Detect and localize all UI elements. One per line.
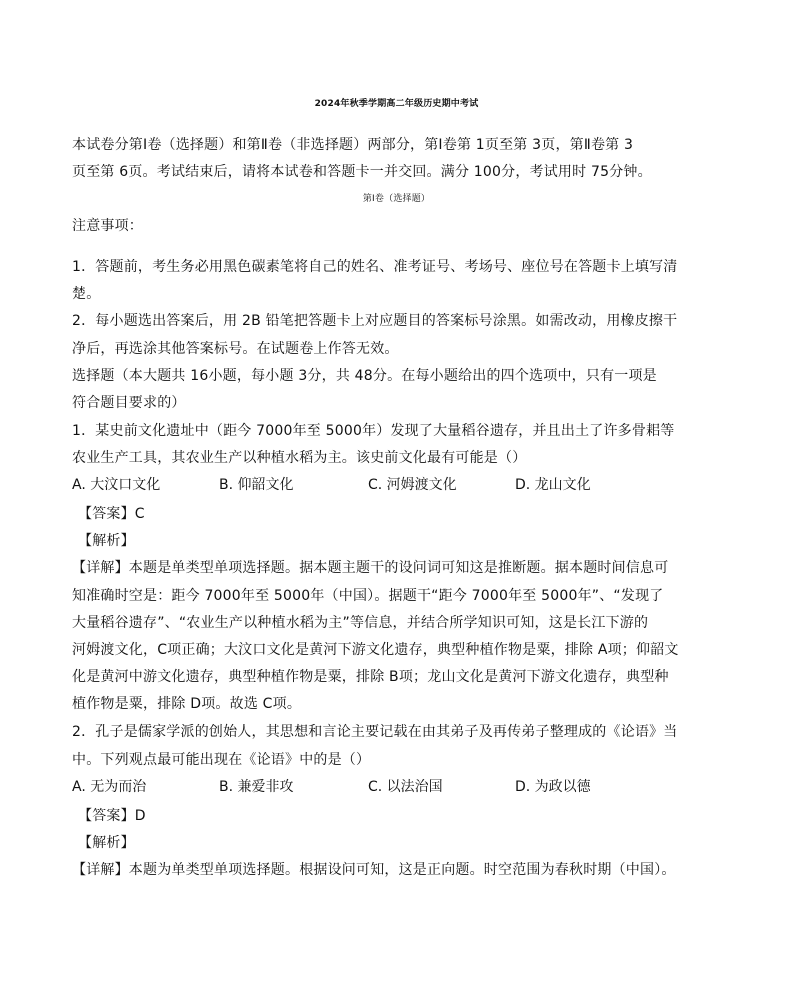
instructions-line-1: 选择题（本大题共 16小题，每小题 3分，共 48分。在每小题给出的四个选项中，只有一项是 (72, 368, 657, 384)
notice-1-line-2: 楚。 (72, 286, 101, 302)
question-1-detail-line-4: 河姆渡文化，C项正确；大汶口文化是黄河下游文化遗存，典型种植作物是粟，排除 A项；仰韶文 (72, 642, 679, 658)
notice-2-line-1: 2．每小题选出答案后，用 2B 铅笔把答题卡上对应题目的答案标号涂黑。如需改动，用橡皮擦干 (72, 313, 678, 329)
notice-2-line-2: 净后，再选涂其他答案标号。在试题卷上作答无效。 (72, 341, 399, 357)
instructions-line-2: 符合题目要求的） (72, 395, 186, 411)
question-1-option-d: D. 龙山文化 (515, 477, 591, 493)
intro-line-2: 页至第 6页。考试结束后，请将本试卷和答题卡一并交回。满分 100分，考试用时 75分钟。 (72, 164, 652, 180)
question-1-detail-line-6: 植作物是粟，排除 D项。故选 C项。 (72, 696, 302, 712)
question-2-option-c: C. 以法治国 (368, 779, 443, 795)
section-heading: 第Ⅰ卷（选择题） (362, 194, 431, 204)
question-1-option-b: B. 仰韶文化 (219, 477, 294, 493)
question-2-stem-line-2: 中。下列观点最可能出现在《论语》中的是（） (72, 752, 371, 768)
question-1-answer: 【答案】C (78, 506, 145, 522)
notice-heading: 注意事项： (72, 218, 143, 234)
question-1-detail-line-3: 大量稻谷遗存”、“农业生产以种植水稻为主”等信息，并结合所学知识可知，这是长江下游的 (72, 615, 649, 631)
question-2-option-b: B. 兼爱非攻 (219, 779, 294, 795)
question-2-stem-line-1: 2．孔子是儒家学派的创始人，其思想和言论主要记载在由其弟子及再传弟子整理成的《论语》当 (72, 724, 678, 740)
question-1-option-a: A. 大汶口文化 (72, 477, 161, 493)
intro-line-1: 本试卷分第Ⅰ卷（选择题）和第Ⅱ卷（非选择题）两部分，第Ⅰ卷第 1页至第 3页，第Ⅱ卷第 3 (72, 137, 634, 153)
question-1-analysis-label: 【解析】 (78, 533, 135, 549)
question-1-option-c: C. 河姆渡文化 (368, 477, 457, 493)
question-1-detail-line-1: 【详解】本题是单类型单项选择题。据本题主题干的设问词可知这是推断题。据本题时间信息可 (72, 560, 669, 576)
notice-1-line-1: 1．答题前，考生务必用黑色碳素笔将自己的姓名、准考证号、考场号、座位号在答题卡上填写清 (72, 259, 678, 275)
question-2-analysis-label: 【解析】 (78, 835, 135, 851)
question-1-stem-line-2: 农业生产工具，其农业生产以种植水稻为主。该史前文化最有可能是（） (72, 450, 527, 466)
question-2-option-a: A. 无为而治 (72, 779, 147, 795)
question-2-option-d: D. 为政以德 (515, 779, 591, 795)
question-1-detail-line-5: 化是黄河中游文化遗存，典型种植作物是粟，排除 B项；龙山文化是黄河下游文化遗存，典型种 (72, 669, 669, 685)
exam-title: 2024年秋季学期高二年级历史期中考试 (314, 99, 479, 109)
question-2-detail-line-1: 【详解】本题为单类型单项选择题。根据设问可知，这是正向题。时空范围为春秋时期（中国）。 (72, 862, 676, 878)
question-1-detail-line-2: 知准确时空是：距今 7000年至 5000年（中国）。据题干“距今 7000年至 5000年”、“发现了 (72, 588, 664, 604)
question-2-answer: 【答案】D (78, 808, 146, 824)
question-1-stem-line-1: 1．某史前文化遗址中（距今 7000年至 5000年）发现了大量稻谷遗存，并且出土了许多骨耜等 (72, 423, 675, 439)
